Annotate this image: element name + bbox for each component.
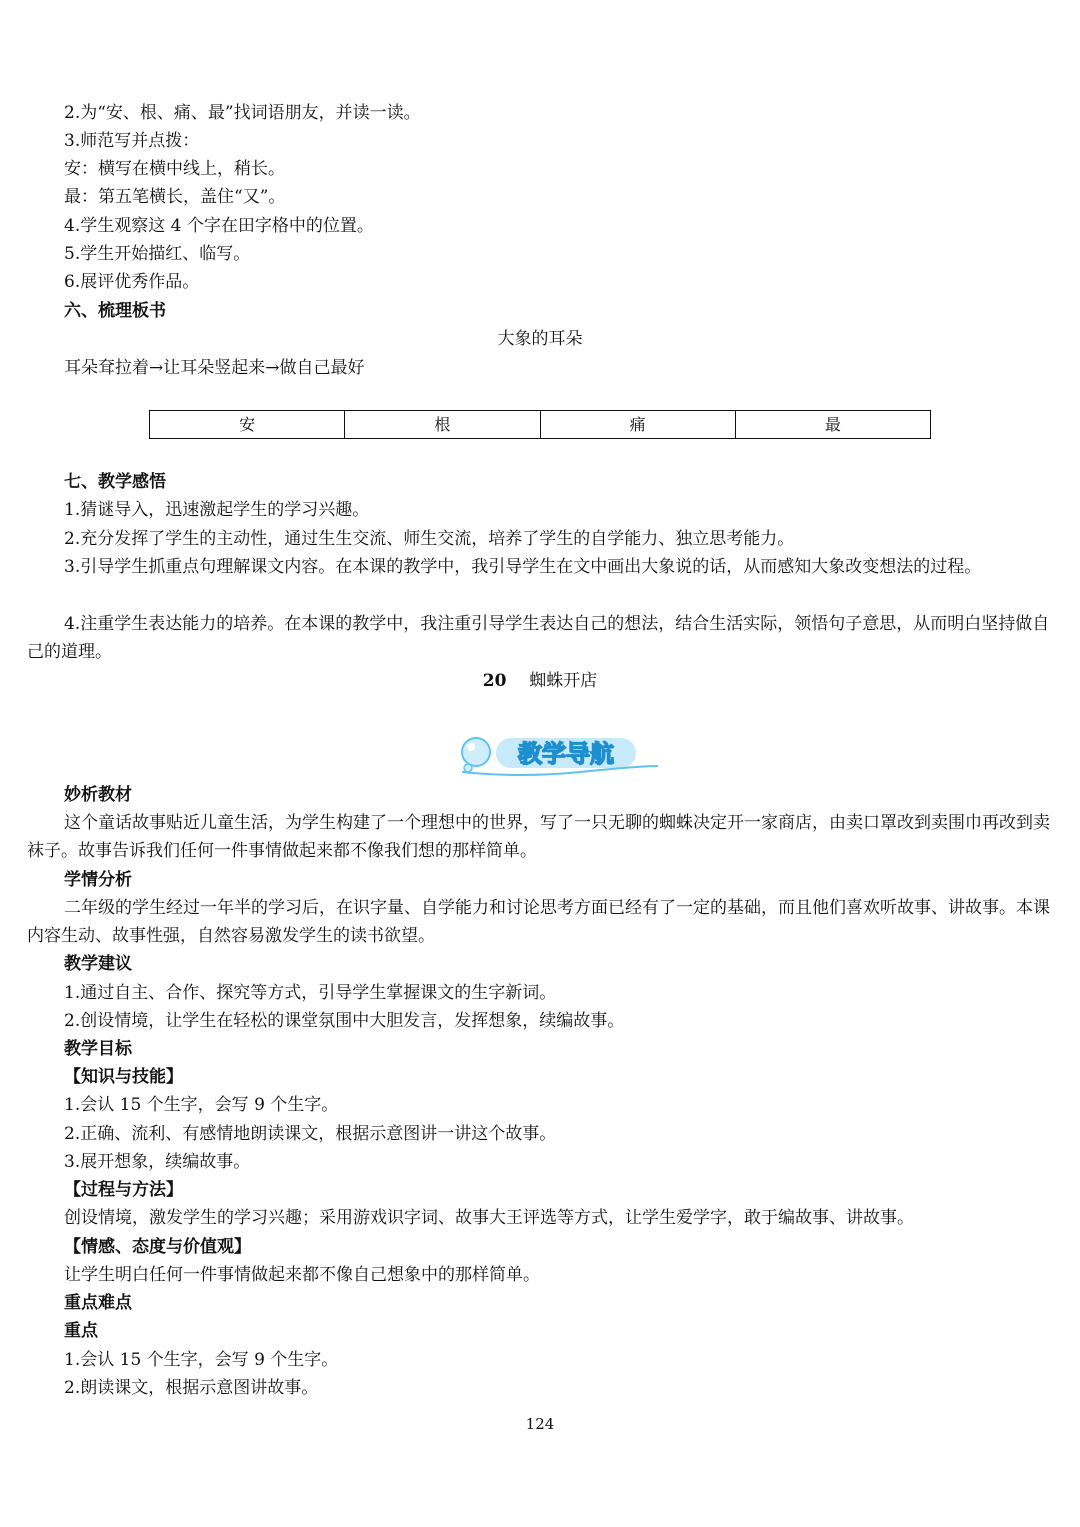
lesson-title <box>0 667 1080 695</box>
page-number: 124 <box>525 1415 555 1433</box>
board-cell: 痛 <box>541 411 736 438</box>
reflection-item: 3.引导学生抓重点句理解课文内容。在本课的教学中，我引导学生在文中画出大象说的话，从而感知大象改变想法的过程。 <box>64 557 982 577</box>
reflection-item: 2.充分发挥了学生的主动性，通过生生交流、师生交流，培养了学生的自学能力、独立思考能力。 <box>64 529 795 549</box>
step-line: 6.展评优秀作品。 <box>64 272 200 292</box>
board-character-table <box>149 410 931 439</box>
step-line: 3.师范写并点拨： <box>64 131 200 151</box>
goals-heading: 教学目标 <box>64 1039 132 1059</box>
knowledge-heading: 【知识与技能】 <box>64 1067 183 1087</box>
material-text: 这个童话故事贴近儿童生活，为学生构建了一个理想中的世界，写了一只无聊的蜘蛛决定开一家商店，由卖口罩改到卖围巾再改到卖袜子。故事告诉我们任何一件事情做起来都不像我们想的那样简单。 <box>27 813 1050 861</box>
emotion-heading: 【情感、态度与价值观】 <box>64 1237 251 1257</box>
material-heading: 妙析教材 <box>64 785 132 805</box>
board-flow: 耳朵耷拉着→让耳朵竖起来→做自己最好 <box>64 358 365 378</box>
step-line: 2.为“安、根、痛、最”找词语朋友，并读一读。 <box>64 103 421 123</box>
key-heading: 重点难点 <box>64 1293 132 1313</box>
emotion-text: 让学生明白任何一件事情做起来都不像自己想象中的那样简单。 <box>64 1265 540 1285</box>
learner-heading: 学情分析 <box>64 870 132 890</box>
key-item: 2.朗读课文，根据示意图讲故事。 <box>64 1378 319 1398</box>
step-line: 安：横写在横中线上，稍长。 <box>64 159 285 179</box>
step-line: 5.学生开始描红、临写。 <box>64 244 251 264</box>
suggest-item: 2.创设情境，让学生在轻松的课堂氛围中大胆发言，发挥想象，续编故事。 <box>64 1011 625 1031</box>
learner-text: 二年级的学生经过一年半的学习后，在识字量、自学能力和讨论思考方面已经有了一定的基础，而且他们喜欢听故事、讲故事。本课内容生动、故事性强，自然容易激发学生的读书欲望。 <box>27 898 1050 946</box>
lesson-name: 蜘蛛开店 <box>529 671 598 691</box>
board-cell: 根 <box>345 411 540 438</box>
process-heading: 【过程与方法】 <box>64 1180 183 1200</box>
process-text: 创设情境，激发学生的学习兴趣；采用游戏识字词、故事大王评选等方式，让学生爱学字，敢于编故事、讲故事。 <box>64 1208 914 1228</box>
reflection-heading: 七、教学感悟 <box>64 472 166 492</box>
bubble-icon <box>462 738 490 766</box>
step-line: 4.学生观察这 4 个字在田字格中的位置。 <box>64 216 374 236</box>
teaching-nav-banner <box>460 730 660 778</box>
banner-text: 教学导航 <box>518 740 614 768</box>
knowledge-item: 3.展开想象，续编故事。 <box>64 1152 251 1172</box>
board-cell: 安 <box>150 411 345 438</box>
suggest-item: 1.通过自主、合作、探究等方式，引导学生掌握课文的生字新词。 <box>64 983 557 1003</box>
lesson-number: 20 <box>482 671 507 691</box>
board-cell: 最 <box>824 415 841 434</box>
key-subheading: 重点 <box>64 1321 98 1341</box>
board-title: 大象的耳朵 <box>497 329 583 349</box>
key-item: 1.会认 15 个生字，会写 9 个生字。 <box>64 1350 339 1370</box>
knowledge-item: 2.正确、流利、有感情地朗读课文，根据示意图讲一讲这个故事。 <box>64 1124 557 1144</box>
reflection-item: 1.猜谜导入，迅速激起学生的学习兴趣。 <box>64 500 370 520</box>
step-line: 最：第五笔横长，盖住“又”。 <box>64 187 286 207</box>
knowledge-item: 1.会认 15 个生字，会写 9 个生字。 <box>64 1095 339 1115</box>
board-heading: 六、梳理板书 <box>64 301 166 321</box>
reflection-item: 4.注重学生表达能力的培养。在本课的教学中，我注重引导学生表达自己的想法，结合生活实际，领悟句子意思，从而明白坚持做自己的道理。 <box>27 614 1050 662</box>
suggest-heading: 教学建议 <box>64 954 132 974</box>
